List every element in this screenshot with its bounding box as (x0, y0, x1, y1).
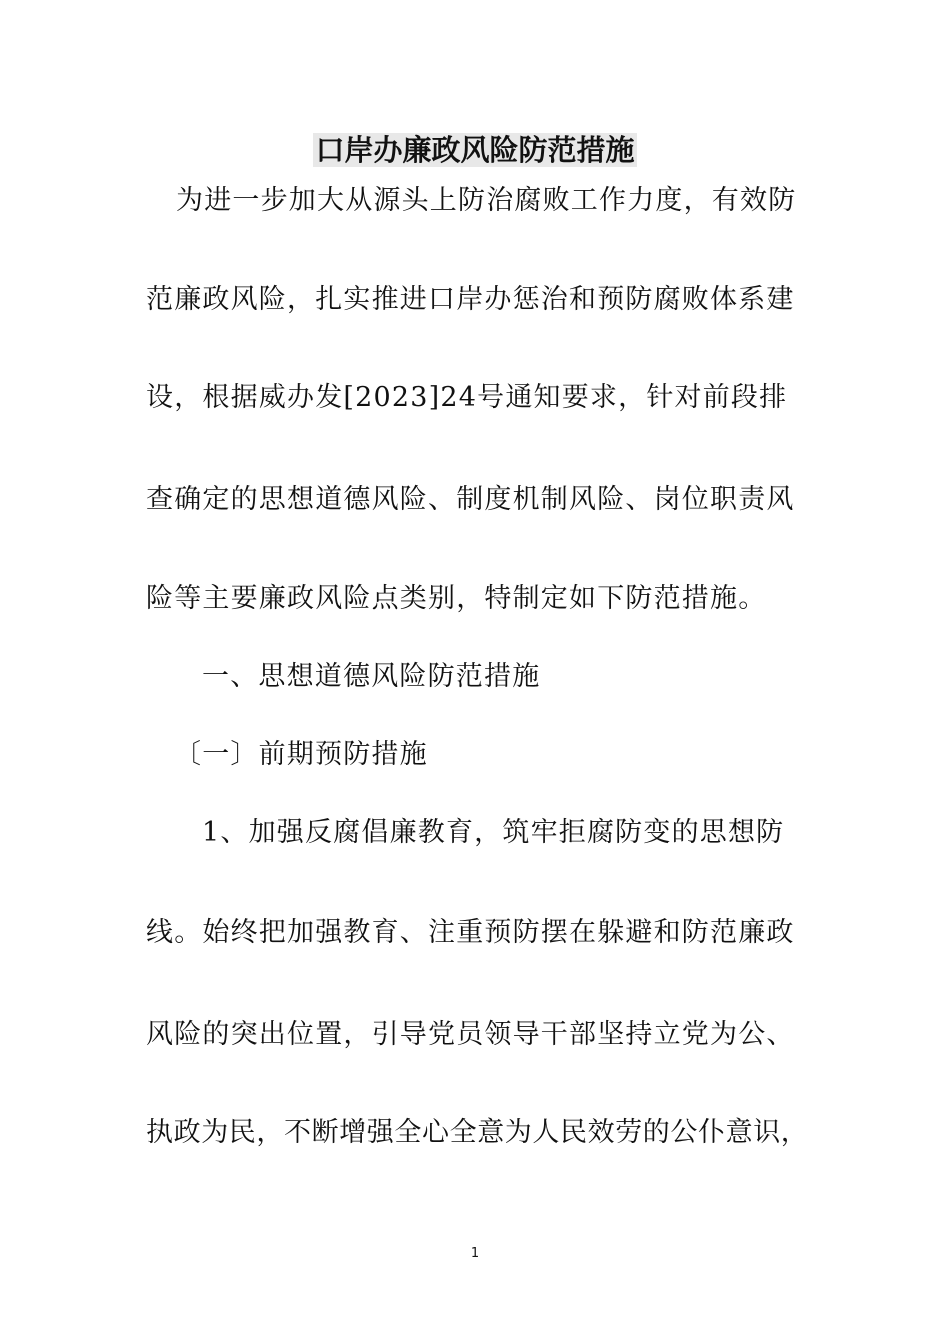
paragraph-line-9: 执政为民，不断增强全心全意为人民效劳的公仆意识， (146, 1117, 809, 1148)
paragraph-line-7: 线。始终把加强教育、注重预防摆在躲避和防范廉政 (146, 917, 795, 948)
subsection-heading-1: 〔一〕前期预防措施 (174, 739, 428, 770)
paragraph-line-1: 为进一步加大从源头上防治腐败工作力度，有效防 (176, 185, 797, 216)
paragraph-line-2: 范廉政风险，扎实推进口岸办惩治和预防腐败体系建 (146, 284, 795, 315)
section-heading-1: 一、思想道德风险防范措施 (202, 661, 541, 692)
paragraph-line-8: 风险的突出位置，引导党员领导干部坚持立党为公、 (146, 1019, 795, 1050)
document-title-text: 口岸办廉政风险防范措施 (315, 133, 635, 167)
paragraph-line-4: 查确定的思想道德风险、制度机制风险、岗位职责风 (146, 484, 795, 515)
paragraph-line-3: 设，根据威办发[2023]24号通知要求，针对前段排 (146, 382, 788, 413)
document-title (0, 128, 950, 172)
paragraph-line-6: 1、加强反腐倡廉教育，筑牢拒腐防变的思想防 (202, 817, 785, 848)
page-number: 1 (470, 1246, 480, 1261)
paragraph-line-5: 险等主要廉政风险点类别，特制定如下防范措施。 (146, 583, 767, 614)
